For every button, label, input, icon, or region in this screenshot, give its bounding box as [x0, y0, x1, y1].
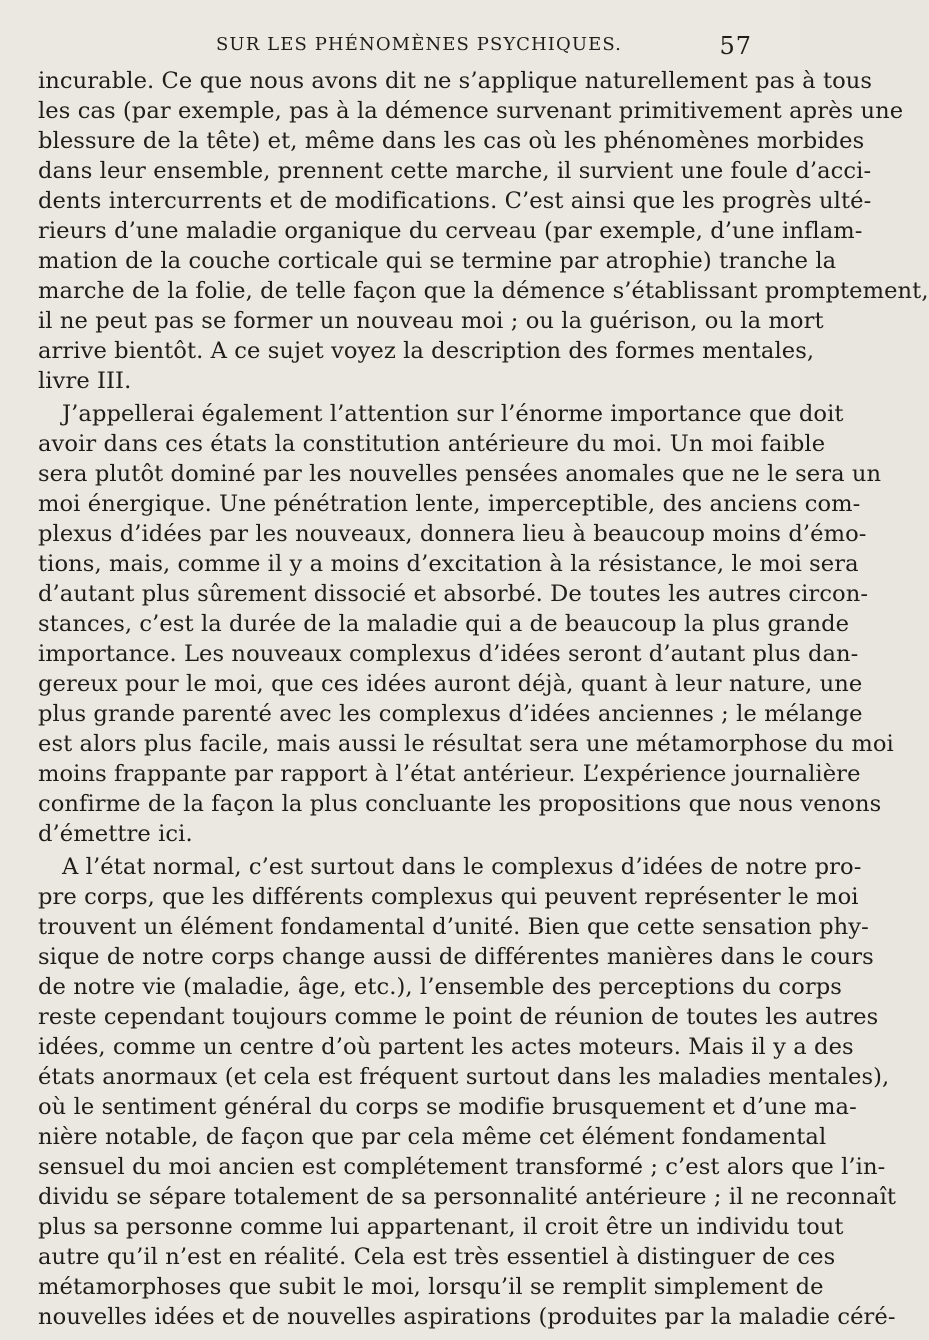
text-line: tions, mais, comme il y a moins d’excitation à la résistance, le moi sera: [38, 551, 859, 577]
body-text: [38, 66, 929, 1330]
running-title: SUR LES PHÉNOMÈNES PSYCHIQUES.: [216, 34, 622, 55]
text-line: moi énergique. Une pénétration lente, imperceptible, des anciens com-: [38, 491, 861, 517]
text-line: plexus d’idées par les nouveaux, donnera lieu à beaucoup moins d’émo-: [38, 521, 867, 547]
text-line: il ne peut pas se former un nouveau moi ; ou la guérison, ou la mort: [38, 308, 824, 334]
text-line: plus grande parenté avec les complexus d’idées anciennes ; le mélange: [38, 701, 863, 727]
text-line: dividu se sépare totalement de sa personnalité antérieure ; il ne reconnaît: [38, 1184, 897, 1210]
text-line: sique de notre corps change aussi de différentes manières dans le cours: [38, 944, 874, 970]
text-line: marche de la folie, de telle façon que la démence s’établissant promptement,: [38, 278, 929, 304]
text-line: idées, comme un centre d’où partent les actes moteurs. Mais il y a des: [38, 1034, 854, 1060]
text-line: gereux pour le moi, que ces idées auront déjà, quant à leur nature, une: [38, 671, 863, 697]
text-line: J’appellerai également l’attention sur l’énorme importance que doit: [62, 401, 844, 427]
text-line: où le sentiment général du corps se modifie brusquement et d’une ma-: [38, 1094, 857, 1120]
text-line: dans leur ensemble, prennent cette marche, il survient une foule d’acci-: [38, 158, 872, 184]
text-line: stances, c’est la durée de la maladie qui a de beaucoup la plus grande: [38, 611, 850, 637]
text-line: d’émettre ici.: [38, 821, 193, 847]
running-head: [36, 34, 762, 62]
text-line: est alors plus facile, mais aussi le résultat sera une métamorphose du moi: [38, 731, 894, 757]
text-line: importance. Les nouveaux complexus d’idées seront d’autant plus dan-: [38, 641, 859, 667]
text-line: rieurs d’une maladie organique du cerveau (par exemple, d’une inflam-: [38, 218, 863, 244]
text-line: sera plutôt dominé par les nouvelles pensées anomales que ne le sera un: [38, 461, 882, 487]
text-line: nouvelles idées et de nouvelles aspirations (produites par la maladie céré-: [38, 1304, 896, 1330]
text-line: reste cependant toujours comme le point de réunion de toutes les autres: [38, 1004, 879, 1030]
text-line: livre III.: [38, 368, 132, 394]
text-line: sensuel du moi ancien est complétement transformé ; c’est alors que l’in-: [38, 1154, 886, 1180]
text-line: métamorphoses que subit le moi, lorsqu’il se remplit simplement de: [38, 1274, 824, 1300]
text-line: autre qu’il n’est en réalité. Cela est très essentiel à distinguer de ces: [38, 1244, 836, 1270]
text-line: blessure de la tête) et, même dans les cas où les phénomènes morbides: [38, 128, 865, 154]
text-line: de notre vie (maladie, âge, etc.), l’ensemble des perceptions du corps: [38, 974, 842, 1000]
text-line: états anormaux (et cela est fréquent surtout dans les maladies mentales),: [38, 1064, 890, 1090]
text-line: avoir dans ces états la constitution antérieure du moi. Un moi faible: [38, 431, 826, 457]
text-line: dents intercurrents et de modifications. C’est ainsi que les progrès ulté-: [38, 188, 872, 214]
page-number: 57: [719, 32, 752, 60]
text-line: pre corps, que les différents complexus qui peuvent représenter le moi: [38, 884, 859, 910]
text-line: confirme de la façon la plus concluante les propositions que nous venons: [38, 791, 882, 817]
text-line: les cas (par exemple, pas à la démence survenant primitivement après une: [38, 98, 904, 124]
text-line: plus sa personne comme lui appartenant, il croit être un individu tout: [38, 1214, 844, 1240]
text-line: d’autant plus sûrement dissocié et absorbé. De toutes les autres circon-: [38, 581, 869, 607]
text-line: arrive bientôt. A ce sujet voyez la description des formes mentales,: [38, 338, 815, 364]
text-line: incurable. Ce que nous avons dit ne s’applique naturellement pas à tous: [38, 68, 873, 94]
text-line: moins frappante par rapport à l’état antérieur. L’expérience journalière: [38, 761, 861, 787]
text-line: nière notable, de façon que par cela même cet élément fondamental: [38, 1124, 827, 1150]
text-line: trouvent un élément fondamental d’unité. Bien que cette sensation phy-: [38, 914, 869, 940]
text-line: mation de la couche corticale qui se termine par atrophie) tranche la: [38, 248, 837, 274]
text-line: A l’état normal, c’est surtout dans le complexus d’idées de notre pro-: [62, 854, 862, 880]
